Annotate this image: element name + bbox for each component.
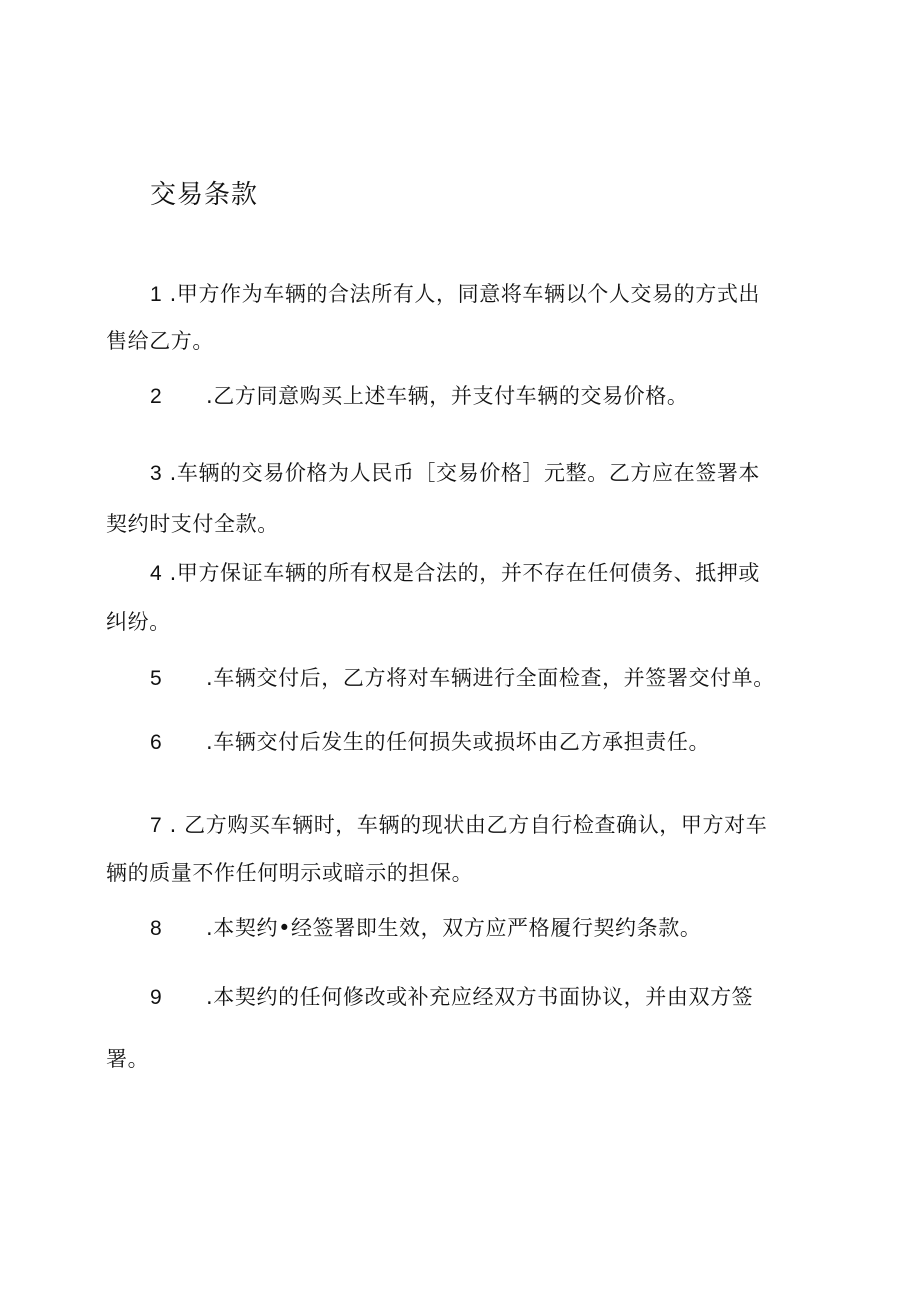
clause-number: 5 [150,667,163,690]
clause-text-line: . 乙方购买车辆时，车辆的现状由乙方自行检查确认，甲方对车 [169,813,768,837]
clause-number: 4 [150,562,163,585]
clause-number: 3 [150,462,163,485]
clause-2 [150,380,688,413]
clause-number: 2 [150,385,163,408]
clause-6 [150,726,710,759]
clause-3-continuation: 契约时支付全款。 [106,512,279,536]
clause-text-line: .车辆交付后，乙方将对车辆进行全面检查，并签署交付单。 [206,666,775,690]
clause-text-line: .本契约的任何修改或补充应经双方书面协议，并由双方签 [206,985,754,1009]
clause-text-line: .本契约•经签署即生效，双方应严格履行契约条款。 [206,916,702,940]
clause-number: 6 [150,731,163,754]
clause-7-continuation: 辆的质量不作任何明示或暗示的担保。 [106,861,474,885]
clause-5 [150,662,775,695]
clause-number: 1 [150,283,163,306]
clause-text-line: .甲方保证车辆的所有权是合法的，并不存在任何债务、抵押或 [169,561,761,585]
clause-text-line: .甲方作为车辆的合法所有人，同意将车辆以个人交易的方式出 [169,282,761,306]
section-heading: 交易条款 [150,180,259,210]
clause-4-continuation: 纠纷。 [106,610,171,634]
clause-4 [150,557,760,590]
clause-1 [150,278,760,311]
clause-number: 9 [150,986,163,1009]
clause-text-line: .车辆交付后发生的任何损失或损坏由乙方承担责任。 [206,730,711,754]
clause-text-line: .车辆的交易价格为人民币［交易价格］元整。乙方应在签署本 [169,461,761,485]
clause-number: 7 [150,814,163,837]
clause-text-line: .乙方同意购买上述车辆，并支付车辆的交易价格。 [206,384,689,408]
clause-9-continuation: 署。 [106,1047,150,1071]
clause-3 [150,457,760,490]
clause-7 [150,809,767,842]
clause-number: 8 [150,917,163,940]
clause-8 [150,912,701,945]
clause-9 [150,981,753,1014]
clause-1-continuation: 售给乙方。 [106,329,214,353]
